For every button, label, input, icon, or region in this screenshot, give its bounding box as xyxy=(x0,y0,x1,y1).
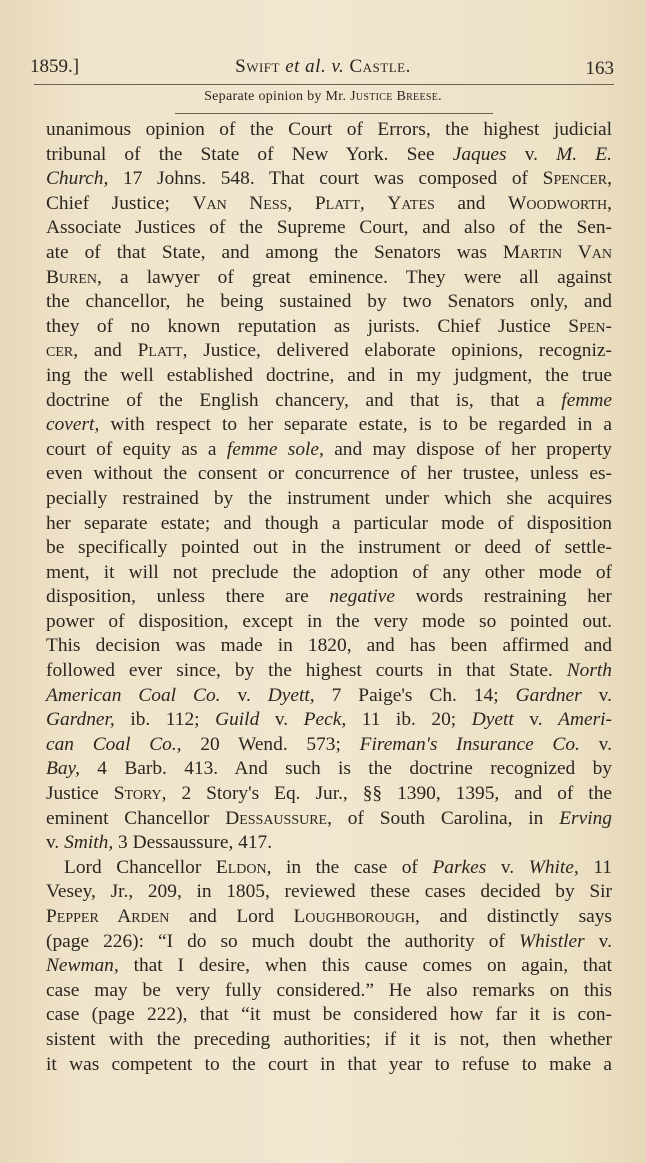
text-line: her separate estate; and though a particular mode of disposition xyxy=(46,512,612,534)
case-party-1: Swift xyxy=(235,56,280,77)
text-line: Associate Justices of the Supreme Court, and also of the Sen- xyxy=(46,217,612,239)
text-line: court of equity as a femme sole, and may dispose of her property xyxy=(46,438,612,460)
text-line: eminent Chancellor Dessaussure, of South Carolina, in Erving xyxy=(46,807,612,829)
text-line: they of no known reputation as jurists. Chief Justice Spen- xyxy=(46,315,612,337)
page-number: 163 xyxy=(585,58,614,79)
text-line: the chancellor, he being sustained by two Senators only, and xyxy=(46,291,612,313)
text-line: unanimous opinion of the Court of Errors, the highest judicial xyxy=(46,119,612,140)
text-line: Pepper Arden and Lord Loughborough, and distinctly says xyxy=(46,906,612,927)
case-versus: v. xyxy=(331,56,345,77)
text-line: Newman, that I desire, when this cause comes on again, that xyxy=(46,955,612,977)
case-etal: et al. xyxy=(285,56,327,77)
text-line: covert, with respect to her separate estate, is to be regarded in a xyxy=(46,414,612,436)
text-line: pecially restrained by the instrument under which she acquires xyxy=(46,487,612,509)
text-line: Justice Story, 2 Story's Eq. Jur., §§ 1390, 1395, and of the xyxy=(46,783,612,805)
running-head-year: 1859.] xyxy=(30,56,80,77)
text-line: it was competent to the court in that year to refuse to make a xyxy=(46,1053,612,1075)
case-party-2: Castle. xyxy=(349,56,411,77)
text-line: can Coal Co., 20 Wend. 573; Fireman's Insurance Co. v. xyxy=(46,733,612,755)
text-line: American Coal Co. v. Dyett, 7 Paige's Ch. 14; Gardner v. xyxy=(46,684,612,706)
subheading-rule xyxy=(175,113,493,114)
text-line: ate of that State, and among the Senators was Martin Van xyxy=(46,241,612,263)
subheading-justice: Justice Breese. xyxy=(350,89,442,104)
text-line: case may be very fully considered.” He also remarks on this xyxy=(46,979,612,1001)
text-line: ment, it will not preclude the adoption of any other mode of xyxy=(46,561,612,583)
text-line: Vesey, Jr., 209, in 1805, reviewed these cases decided by Sir xyxy=(46,881,612,903)
running-head xyxy=(30,52,616,86)
text-line: Gardner, ib. 112; Guild v. Peck, 11 ib. 20; Dyett v. Ameri- xyxy=(46,709,612,731)
text-line: Bay, 4 Barb. 413. And such is the doctrine recognized by xyxy=(46,758,612,780)
body-text xyxy=(46,118,612,1077)
text-line: This decision was made in 1820, and has been affirmed and xyxy=(46,635,612,657)
text-line: (page 226): “I do so much doubt the authority of Whistler v. xyxy=(46,930,612,952)
running-head-title xyxy=(30,56,616,78)
opinion-subheading xyxy=(30,89,616,105)
text-line: Chief Justice; Van Ness, Platt, Yates and Woodworth, xyxy=(46,192,612,214)
text-line: Church, 17 Johns. 548. That court was composed of Spencer, xyxy=(46,168,612,190)
text-line: Lord Chancellor Eldon, in the case of Parkes v. White, 11 xyxy=(64,856,612,878)
header-rule xyxy=(34,84,614,85)
text-line: sistent with the preceding authorities; if it is not, then whether xyxy=(46,1028,612,1050)
text-line: doctrine of the English chancery, and that is, that a femme xyxy=(46,389,612,411)
text-line: ing the well established doctrine, and in my judgment, the true xyxy=(46,364,612,386)
text-line: case (page 222), that “it must be considered how far it is con- xyxy=(46,1004,612,1026)
text-line: followed ever since, by the highest courts in that State. North xyxy=(46,660,612,682)
text-line: v. Smith, 3 Dessaussure, 417. xyxy=(46,832,273,854)
text-line: cer, and Platt, Justice, delivered elaborate opinions, recogniz- xyxy=(46,340,612,362)
text-line: be specifically pointed out in the instrument or deed of settle- xyxy=(46,537,612,559)
text-line: Buren, a lawyer of great eminence. They were all against xyxy=(46,266,612,288)
text-line: even without the consent or concurrence of her trustee, unless es- xyxy=(46,463,612,485)
text-line: disposition, unless there are negative words restraining her xyxy=(46,586,612,608)
text-line: tribunal of the State of New York. See Jaques v. M. E. xyxy=(46,143,612,165)
text-line: power of disposition, except in the very mode so pointed out. xyxy=(46,610,612,632)
subheading-prefix: Separate opinion by Mr. xyxy=(204,89,347,104)
